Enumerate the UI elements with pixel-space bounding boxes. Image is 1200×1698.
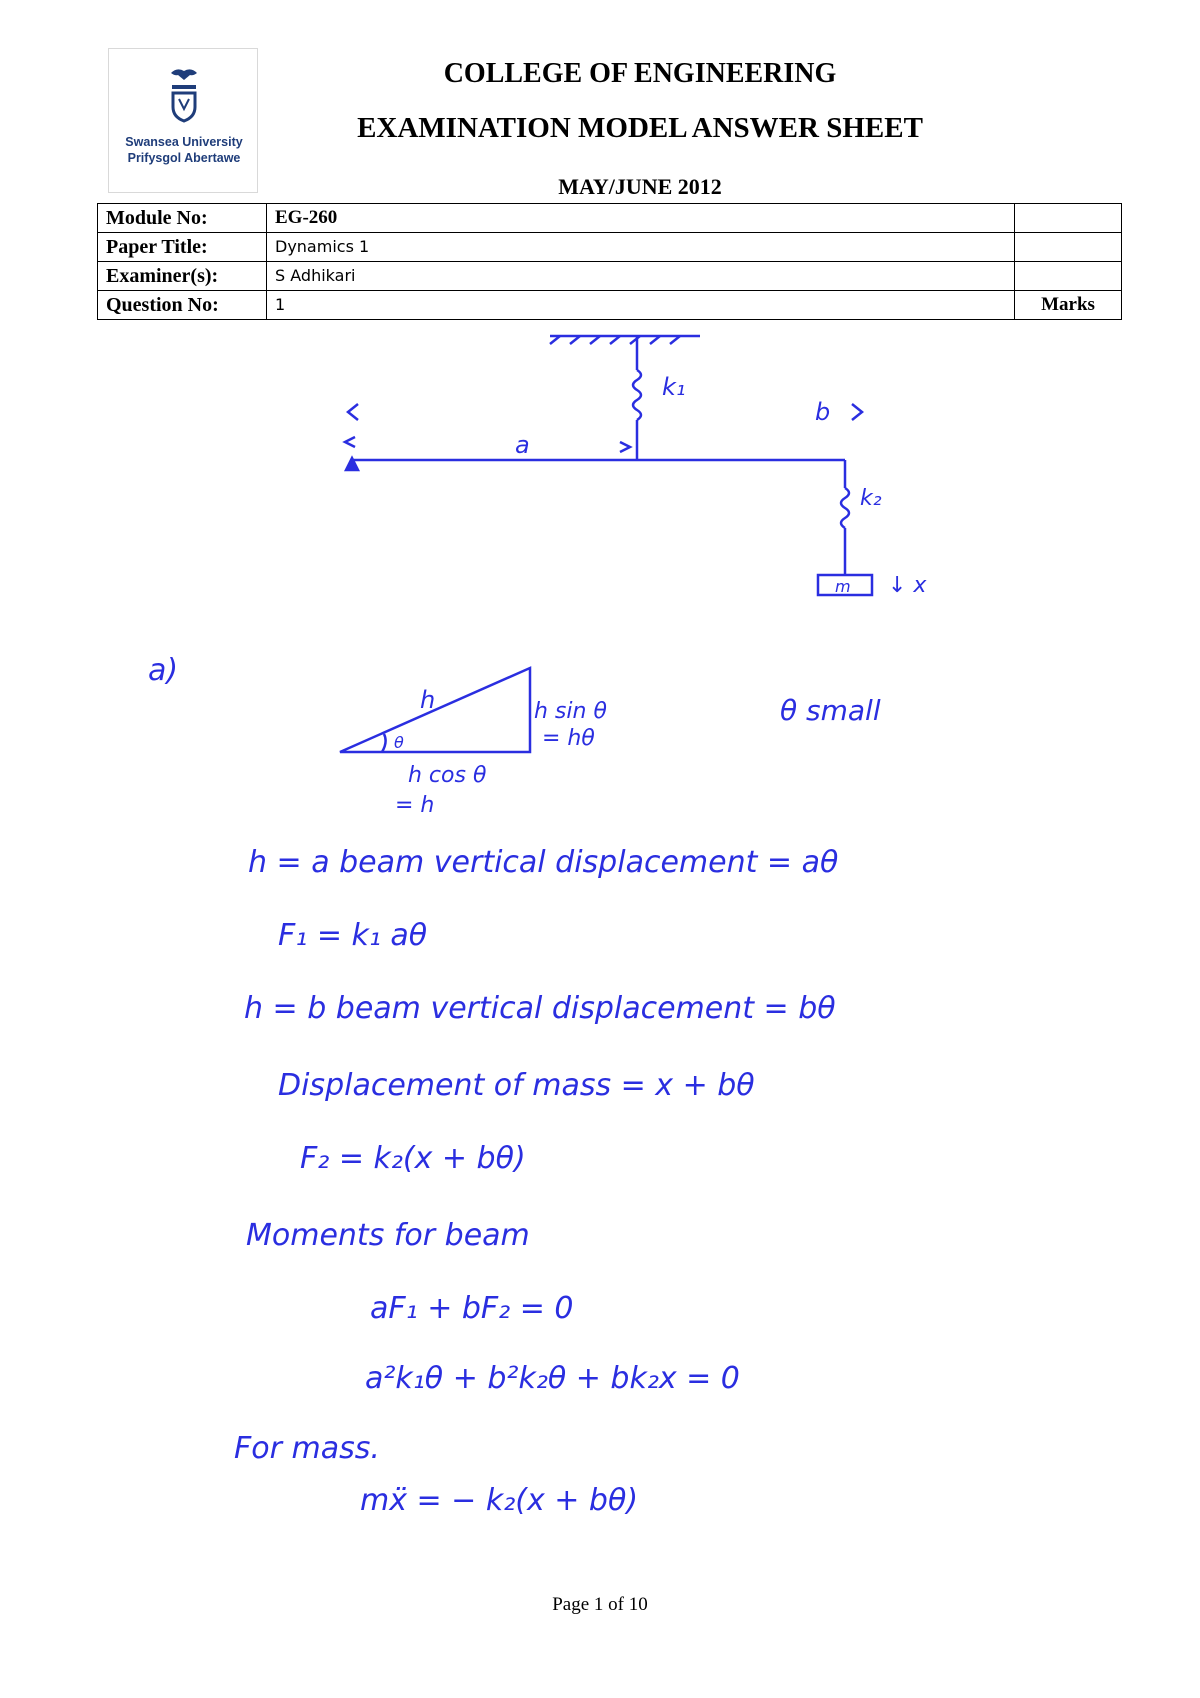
paper-title-label: Paper Title: <box>98 233 267 262</box>
spring-k2 <box>841 488 849 528</box>
triangle-angle: θ <box>394 733 404 752</box>
label-b: b <box>815 398 831 426</box>
session-title: MAY/JUNE 2012 <box>558 174 722 199</box>
logo-text-line1: Swansea University <box>125 135 243 149</box>
table-row <box>98 233 1122 262</box>
logo-text-line2: Prifysgol Abertawe <box>127 151 241 165</box>
equation-line: h = a beam vertical displacement = aθ <box>248 845 839 880</box>
marks-cell <box>1015 262 1122 291</box>
module-no-value: EG-260 <box>267 204 1015 233</box>
triangle-adj-approx: = h <box>395 793 435 818</box>
part-label: a) <box>148 653 179 688</box>
table-row <box>98 204 1122 233</box>
equation-line: a²k₁θ + b²k₂θ + bk₂x = 0 <box>365 1361 740 1396</box>
page-number: Page 1 of 10 <box>552 1594 648 1615</box>
marks-cell <box>1015 204 1122 233</box>
equation-line: For mass. <box>234 1431 380 1466</box>
examiner-value: S Adhikari <box>267 262 1015 291</box>
equation-line: aF₁ + bF₂ = 0 <box>370 1291 574 1326</box>
label-displacement: ↓ x <box>888 573 927 598</box>
paper-title-value: Dynamics 1 <box>267 233 1015 262</box>
triangle-hyp: h <box>420 686 436 714</box>
sheet-title: EXAMINATION MODEL ANSWER SHEET <box>357 112 923 144</box>
spring-k1 <box>633 370 641 420</box>
triangle-opp-approx: = hθ <box>542 726 595 751</box>
handwritten-answer <box>0 330 1200 1540</box>
equation-line: h = b beam vertical displacement = bθ <box>244 991 836 1026</box>
beam-system-diagram <box>345 336 872 595</box>
equation-line: mẍ = − k₂(x + bθ) <box>360 1483 639 1518</box>
marks-label: Marks <box>1015 291 1122 320</box>
equation-line: F₂ = k₂(x + bθ) <box>300 1141 526 1176</box>
small-angle-note: θ small <box>780 694 881 727</box>
crest-icon <box>109 65 259 135</box>
label-k1: k₁ <box>662 373 686 401</box>
label-a: a <box>515 431 530 459</box>
table-row <box>98 291 1122 320</box>
module-no-label: Module No: <box>98 204 267 233</box>
equation-line: Displacement of mass = x + bθ <box>278 1068 755 1103</box>
label-mass: m <box>835 577 851 596</box>
equation-line: F₁ = k₁ aθ <box>278 918 428 953</box>
exam-info-table <box>97 203 1122 320</box>
question-no-value: 1 <box>267 291 1015 320</box>
label-k2: k₂ <box>860 486 882 511</box>
triangle-opp: h sin θ <box>534 699 607 724</box>
triangle-adj: h cos θ <box>408 763 487 788</box>
question-no-label: Question No: <box>98 291 267 320</box>
table-row <box>98 262 1122 291</box>
marks-cell <box>1015 233 1122 262</box>
university-logo <box>108 48 258 193</box>
college-title: COLLEGE OF ENGINEERING <box>443 58 837 89</box>
equation-line: Moments for beam <box>246 1218 530 1253</box>
examiner-label: Examiner(s): <box>98 262 267 291</box>
